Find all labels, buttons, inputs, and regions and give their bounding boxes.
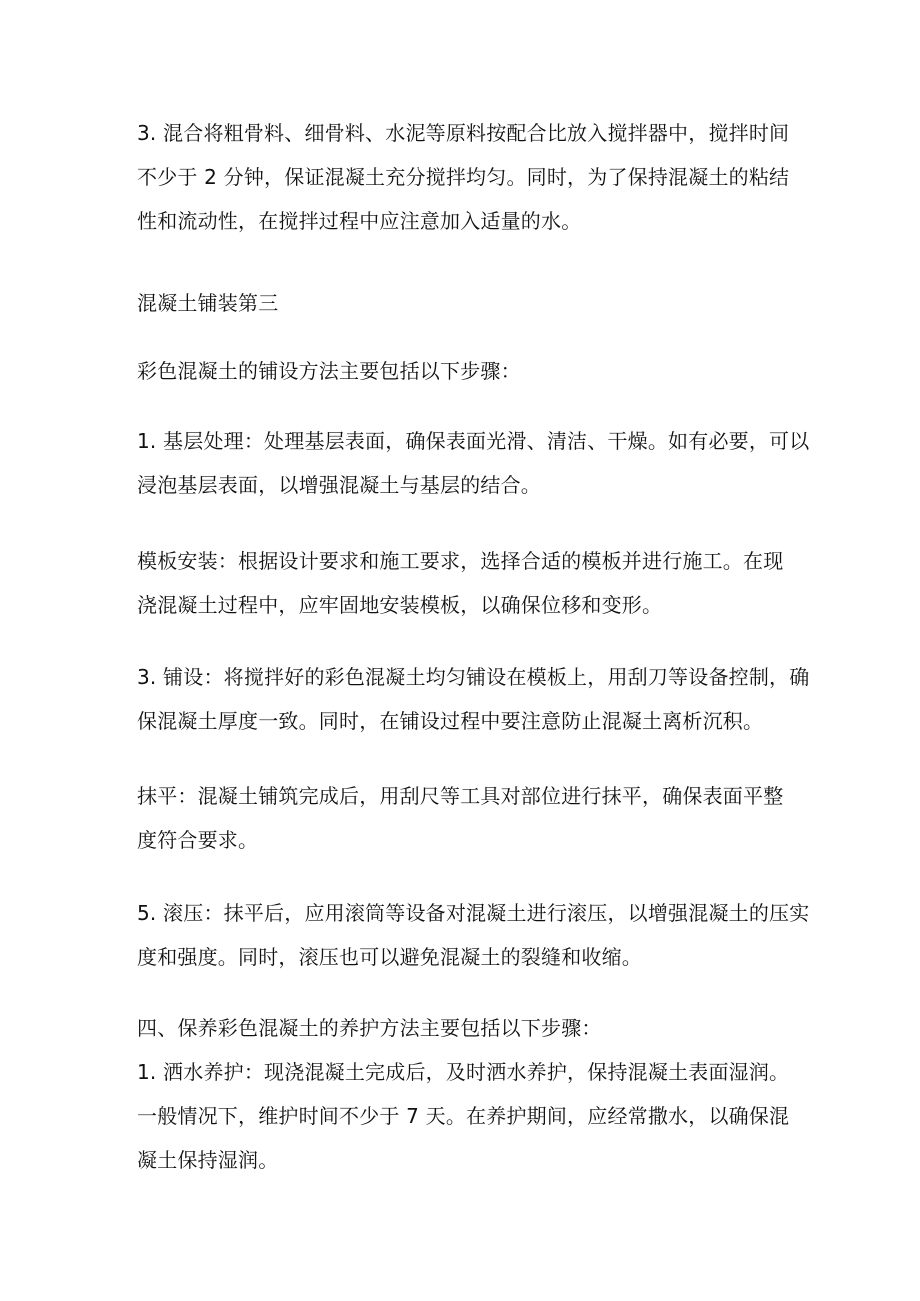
text-line: 3. 混合将粗骨料、细骨料、水泥等原料按配合比放入搅拌器中，搅拌时间: [137, 121, 790, 145]
paragraph-base-treatment: [137, 419, 810, 507]
paragraph-laying: [137, 655, 810, 743]
text-line: 3. 铺设：将搅拌好的彩色混凝土均匀铺设在模板上，用刮刀等设备控制，确: [137, 665, 810, 689]
paragraph-smoothing: [137, 774, 787, 862]
text-line: 度符合要求。: [137, 828, 259, 852]
text-line: 浇混凝土过程中，应牢固地安装模板，以确保位移和变形。: [137, 593, 663, 617]
section-heading: [137, 281, 787, 325]
text-line: 1. 洒水养护：现浇混凝土完成后，及时洒水养护，保持混凝土表面湿润。: [137, 1060, 790, 1084]
text-line: 保混凝土厚度一致。同时，在铺设过程中要注意防止混凝土离析沉积。: [137, 709, 764, 733]
text-line: 1. 基层处理：处理基层表面，确保表面光滑、清洁、干燥。如有必要，可以: [137, 429, 810, 453]
text-line: 性和流动性，在搅拌过程中应注意加入适量的水。: [137, 209, 582, 233]
text-line: 彩色混凝土的铺设方法主要包括以下步骤：: [137, 359, 521, 383]
text-line: 抹平：混凝土铺筑完成后，用刮尺等工具对部位进行抹平，确保表面平整: [137, 784, 784, 808]
paragraph-formwork: [137, 539, 787, 627]
text-line: 一般情况下，维护时间不少于 7 天。在养护期间，应经常撒水，以确保混: [137, 1104, 790, 1128]
paragraph-curing: [137, 1006, 790, 1182]
text-line: 不少于 2 分钟，保证混凝土充分搅拌均匀。同时，为了保持混凝土的粘结: [137, 165, 790, 189]
text-line: 凝土保持湿润。: [137, 1148, 279, 1172]
text-line: 浸泡基层表面，以增强混凝土与基层的结合。: [137, 473, 541, 497]
text-line: 四、保养彩色混凝土的养护方法主要包括以下步骤：: [137, 1016, 602, 1040]
paragraph-rolling: [137, 891, 810, 979]
text-line: 模板安装：根据设计要求和施工要求，选择合适的模板并进行施工。在现: [137, 549, 784, 573]
text-line: 度和强度。同时，滚压也可以避免混凝土的裂缝和收缩。: [137, 945, 642, 969]
text-line: 5. 滚压：抹平后，应用滚筒等设备对混凝土进行滚压，以增强混凝土的压实: [137, 901, 810, 925]
paragraph-intro: [137, 349, 787, 393]
paragraph-mixing: [137, 111, 790, 243]
text-line: 混凝土铺装第三: [137, 291, 279, 315]
